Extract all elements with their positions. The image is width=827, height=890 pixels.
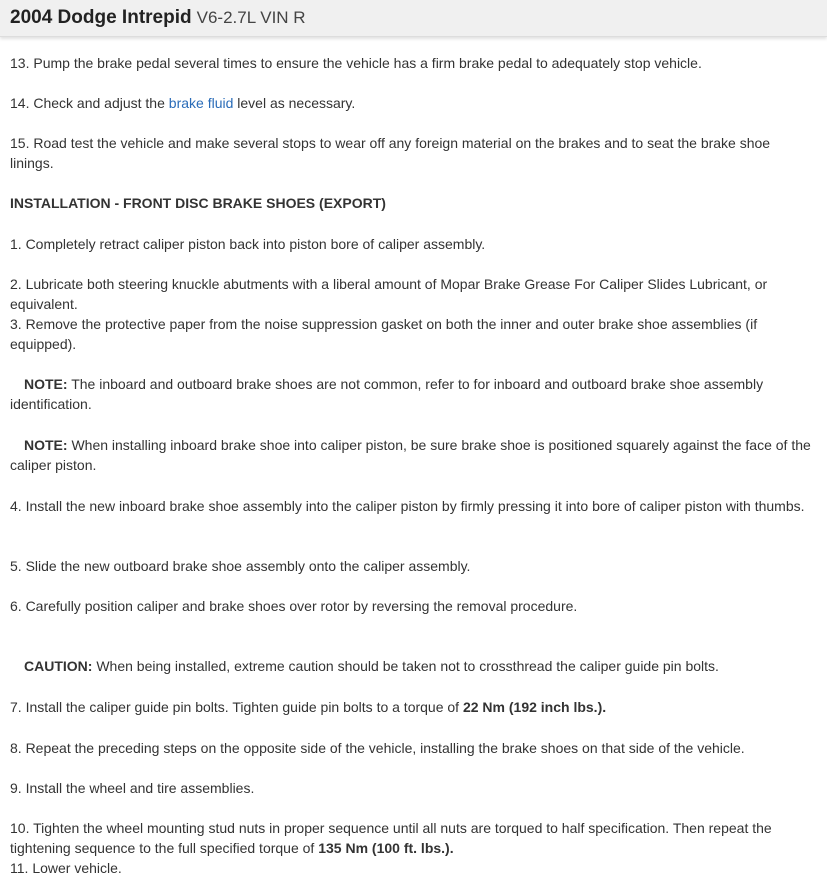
step-10-text: 10. Tighten the wheel mounting stud nuts in proper sequence until all nuts are torqued to half specification. Then repeat the tightening sequence to the full specified torque of bbox=[10, 820, 772, 856]
step-14 bbox=[10, 93, 813, 113]
install-step-10 bbox=[10, 818, 813, 858]
note-label: NOTE: bbox=[24, 376, 68, 392]
engine-subtitle: V6-2.7L VIN R bbox=[196, 8, 306, 27]
step-14-text: 14. Check and adjust the bbox=[10, 95, 169, 111]
install-step-6: 6. Carefully position caliper and brake shoes over rotor by reversing the removal procedure. bbox=[10, 598, 578, 614]
section-heading: INSTALLATION - FRONT DISC BRAKE SHOES (EXPORT) bbox=[10, 195, 386, 211]
note-1 bbox=[10, 374, 813, 414]
page-header bbox=[0, 0, 827, 37]
caution-label: CAUTION: bbox=[24, 658, 93, 674]
install-step-7 bbox=[10, 697, 813, 717]
install-step-8: 8. Repeat the preceding steps on the opposite side of the vehicle, installing the brake shoes on that side of the vehicle. bbox=[10, 740, 745, 756]
install-step-4: 4. Install the new inboard brake shoe assembly into the caliper piston by firmly pressing it into bore of caliper piston with thumbs. bbox=[10, 498, 805, 514]
brake-fluid-link[interactable]: brake fluid bbox=[168, 95, 234, 111]
note-label: NOTE: bbox=[24, 437, 68, 453]
install-step-1: 1. Completely retract caliper piston back into piston bore of caliper assembly. bbox=[10, 236, 486, 252]
step-15: 15. Road test the vehicle and make several stops to wear off any foreign material on the brakes and to seat the brake shoe linings. bbox=[10, 135, 771, 171]
step-13: 13. Pump the brake pedal several times to ensure the vehicle has a firm brake pedal to adequately stop vehicle. bbox=[10, 55, 702, 71]
step-7-text: 7. Install the caliper guide pin bolts. Tighten guide pin bolts to a torque of bbox=[10, 699, 463, 715]
note-text: When installing inboard brake shoe into caliper piston, be sure brake shoe is positioned squarely against the face of the caliper piston. bbox=[10, 437, 811, 473]
caution-text: When being installed, extreme caution should be taken not to crossthread the caliper guide pin bolts. bbox=[92, 658, 719, 674]
install-step-9: 9. Install the wheel and tire assemblies. bbox=[10, 780, 255, 796]
torque-value: 135 Nm (100 ft. lbs.). bbox=[318, 840, 454, 856]
install-step-3: 3. Remove the protective paper from the noise suppression gasket on both the inner and outer brake shoe assemblies (if equipped). bbox=[10, 316, 758, 352]
step-14-text-end: level as necessary. bbox=[233, 95, 356, 111]
note-2 bbox=[10, 435, 813, 475]
torque-value: 22 Nm (192 inch lbs.). bbox=[462, 699, 607, 715]
note-text: The inboard and outboard brake shoes are not common, refer to for inboard and outboard brake shoe assembly identification. bbox=[10, 376, 764, 412]
vehicle-title: 2004 Dodge Intrepid bbox=[10, 7, 192, 28]
install-step-11: 11. Lower vehicle. bbox=[10, 860, 122, 876]
caution bbox=[10, 656, 813, 676]
install-step-2: 2. Lubricate both steering knuckle abutments with a liberal amount of Mopar Brake Grease For Caliper Slides Lubricant, or equivalent. bbox=[10, 276, 768, 312]
install-step-5: 5. Slide the new outboard brake shoe assembly onto the caliper assembly. bbox=[10, 558, 471, 574]
